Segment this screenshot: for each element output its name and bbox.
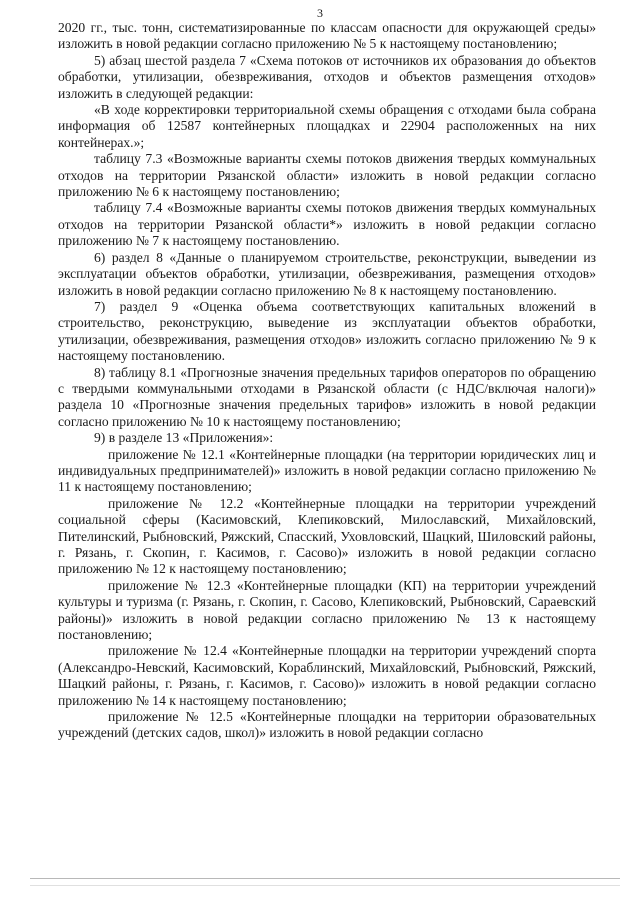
- document-body: [58, 20, 596, 742]
- paragraph-table-7-4: таблицу 7.4 «Возможные варианты схемы потоков движения твердых коммунальных отходов на территории Рязанской области*» изложить в новой редакции согласно приложению № 7 к настоящему постановлению.: [58, 200, 596, 249]
- scan-edge-shadow: [30, 885, 620, 886]
- paragraph-appendix-12-3: приложение № 12.3 «Контейнерные площадки (КП) на территории учреждений культуры и туризма (г. Рязань, г. Скопин, г. Сасово, Клепиковский, Рыбновский, Сараевский районы)» изложить в новой редакции согласно приложению № 13 к настоящему постановлению;: [58, 577, 596, 643]
- paragraph-item-8: 8) таблицу 8.1 «Прогнозные значения предельных тарифов операторов по обращению с твердыми коммунальными отходами в Рязанской области (с НДС/включая налоги)» раздела 10 «Прогнозные значения предельных тарифов» изложить в новой редакции согласно приложению № 10 к настоящему постановлению;: [58, 364, 596, 429]
- paragraph-appendix-12-1: приложение № 12.1 «Контейнерные площадки (на территории юридических лиц и индивидуальных предпринимателей)» изложить в новой редакции согласно приложению № 11 к настоящему постановлению;: [58, 446, 596, 495]
- paragraph-appendix-12-5: приложение № 12.5 «Контейнерные площадки на территории образовательных учреждений (детских садов, школ)» изложить в новой редакции согласно: [58, 709, 596, 741]
- paragraph-quote: «В ходе корректировки территориальной схемы обращения с отходами была собрана информация об 12587 контейнерных площадках и 22904 расположенных на них контейнерах.»;: [58, 102, 596, 150]
- paragraph-appendix-12-2: приложение № 12.2 «Контейнерные площадки на территории учреждений социальной сферы (Касимовский, Клепиковский, Милославский, Михайловский, Пителинский, Рыбновский, Ряжский, Спасский, Уховловский, Шацкий, Шиловский районы, г. Рязань, г. Скопин, г. Касимов, г. Сасово)» изложить в новой редакции согласно приложению № 12 к настоящему постановлению;: [58, 495, 596, 577]
- page-number: 3: [317, 6, 323, 20]
- paragraph-item-7: 7) раздел 9 «Оценка объема соответствующих капитальных вложений в строительство, реконструкцию, выведение из эксплуатации объектов обработки, утилизации, обезвреживания, размещения отходов» изложить согласно приложению № 9 к настоящему постановлению.: [58, 298, 596, 364]
- paragraph-continuation: 2020 гг., тыс. тонн, систематизированные по классам опасности для окружающей среды» изложить в новой редакции согласно приложению № 5 к настоящему постановлению;: [58, 20, 596, 52]
- paragraph-item-6: 6) раздел 8 «Данные о планируемом строительстве, реконструкции, выведении из эксплуатации объектов обработки, утилизации, обезвреживания, размещения отходов» изложить в новой редакции согласно приложению № 8 к настоящему постановлению.: [58, 249, 596, 298]
- paragraph-item-5: 5) абзац шестой раздела 7 «Схема потоков от источников их образования до объектов обработки, утилизации, обезвреживания, отходов и объектов размещения отходов» изложить в следующей редакции:: [58, 52, 596, 101]
- paragraph-appendix-12-4: приложение № 12.4 «Контейнерные площадки на территории учреждений спорта (Александро-Невский, Касимовский, Кораблинский, Михайловский, Рыбновский, Ряжский, Шацкий районы, г. Рязань, г. Касимов, г. Сасово)» изложить в новой редакции согласно приложению № 14 к настоящему постановлению;: [58, 643, 596, 708]
- scan-edge-line: [30, 878, 620, 879]
- paragraph-item-9: 9) в разделе 13 «Приложения»:: [94, 430, 274, 446]
- paragraph-table-7-3: таблицу 7.3 «Возможные варианты схемы потоков движения твердых коммунальных отходов на территории Рязанской области» изложить в новой редакции согласно приложению № 6 к настоящему постановлению;: [58, 151, 596, 200]
